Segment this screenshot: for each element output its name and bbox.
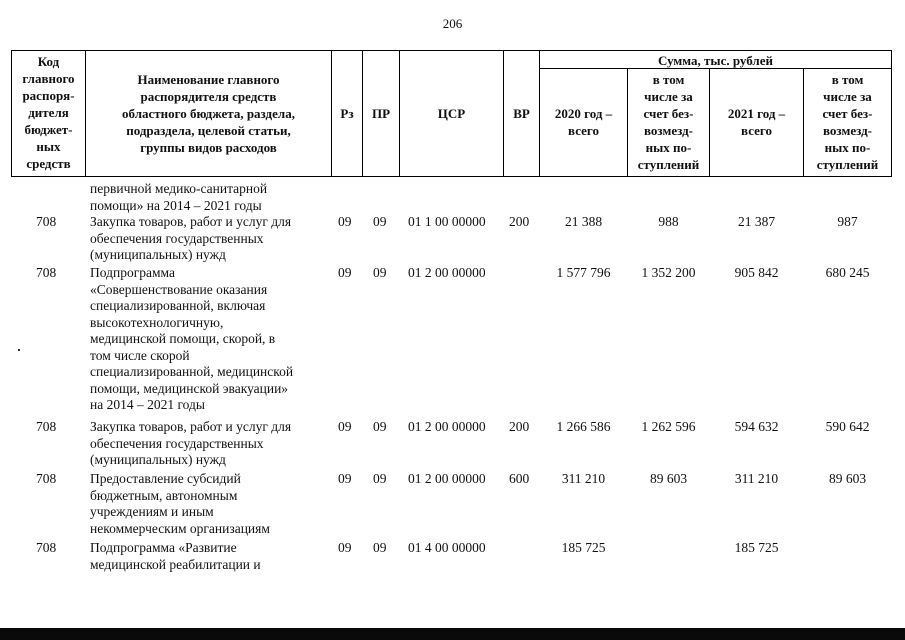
name-line: (муниципальных) нужд: [90, 452, 226, 467]
cell-csr: 01 2 00 00000: [408, 265, 486, 280]
cell-csr: 01 2 00 00000: [408, 471, 486, 486]
header-line: числе за: [644, 89, 693, 104]
cell-csr: 01 1 00 00000: [408, 214, 486, 229]
cell-csr: 01 4 00 00000: [408, 540, 486, 555]
cell-rz: 09: [338, 214, 352, 229]
name-line: первичной медико-санитарной: [90, 181, 268, 196]
cell-vr: 200: [509, 419, 530, 434]
name-line: на 2014 – 2021 годы: [90, 397, 205, 412]
header-line: 2021 год –: [727, 106, 786, 121]
header-2020-free: [628, 71, 709, 173]
cell-vr: 600: [509, 471, 530, 486]
cell-pr: 09: [373, 265, 387, 280]
name-line: помощи, медицинской эвакуации»: [90, 380, 289, 396]
header-line: группы видов расходов: [140, 140, 277, 155]
cell-2021-total: 594 632: [734, 419, 779, 434]
cell-2021-free: 987: [837, 214, 858, 229]
header-pr: ПР: [371, 106, 391, 121]
header-csr: ЦСР: [437, 106, 466, 121]
header-line: ступлений: [816, 157, 879, 172]
name-line: некоммерческим организациям: [90, 520, 270, 536]
cell-name: [90, 540, 261, 573]
cell-pr: 09: [373, 471, 387, 486]
cell-pr: 09: [373, 540, 387, 555]
cell-2021-free: 680 245: [825, 265, 870, 280]
cell-2020-total: 1 577 796: [556, 265, 611, 280]
header-line: возмезд-: [823, 123, 872, 138]
col-divider: [891, 50, 892, 177]
header-line: распоря-: [22, 88, 75, 103]
cell-name: [90, 265, 293, 414]
header-sum: Сумма, тыс. рублей: [658, 53, 773, 68]
name-line: обеспечения государственных: [90, 230, 264, 246]
name-line: медицинской помощи, скорой, в: [90, 331, 276, 346]
header-line: числе за: [823, 89, 872, 104]
name-line: специализированной, медицинской: [90, 364, 294, 379]
cell-code: 708: [36, 214, 57, 229]
scan-speck: [18, 349, 20, 351]
header-line: Код: [37, 54, 60, 69]
cell-name: [90, 471, 270, 537]
name-line: специализированной, включая: [90, 298, 266, 313]
name-line: медицинской реабилитации и: [90, 556, 261, 572]
cell-rz: 09: [338, 419, 352, 434]
cell-2021-free: 590 642: [825, 419, 870, 434]
header-line: возмезд-: [644, 123, 693, 138]
cell-2021-total: 905 842: [734, 265, 779, 280]
header-name: [86, 71, 331, 156]
cell-name: [90, 214, 291, 264]
cell-2021-total: 21 387: [737, 214, 776, 229]
header-line: дителя: [28, 105, 69, 120]
header-line: Наименование главного: [137, 72, 280, 87]
cell-2020-total: 21 388: [564, 214, 603, 229]
name-line: (муниципальных) нужд: [90, 247, 226, 262]
header-line: ных по-: [645, 140, 692, 155]
table-row-name: [90, 181, 267, 214]
header-line: ных по-: [824, 140, 871, 155]
cell-rz: 09: [338, 471, 352, 486]
header-top-border: [11, 50, 892, 51]
cell-2020-free: 988: [658, 214, 679, 229]
header-line: подраздела, целевой статьи,: [126, 123, 291, 138]
header-code: [12, 53, 85, 172]
name-line: учреждениям и иным: [90, 504, 214, 519]
name-line: помощи» на 2014 – 2021 годы: [90, 197, 262, 213]
header-2021-free: [804, 71, 891, 173]
cell-code: 708: [36, 419, 57, 434]
header-rz: Рз: [340, 106, 354, 121]
header-2020-total: [540, 105, 627, 139]
cell-pr: 09: [373, 419, 387, 434]
cell-2021-free: 89 603: [828, 471, 867, 486]
header-2021-total: [710, 105, 803, 139]
header-line: бюджет-: [24, 122, 73, 137]
header-line: областного бюджета, раздела,: [122, 106, 295, 121]
cell-2020-total: 185 725: [561, 540, 606, 555]
name-line: Закупка товаров, работ и услуг для: [90, 419, 292, 434]
cell-code: 708: [36, 265, 57, 280]
cell-name: [90, 419, 291, 469]
header-line: в том: [831, 72, 864, 87]
cell-code: 708: [36, 471, 57, 486]
name-line: Закупка товаров, работ и услуг для: [90, 214, 292, 229]
header-line: всего: [741, 123, 772, 138]
cell-2020-total: 1 266 586: [556, 419, 611, 434]
header-line: ступлений: [637, 157, 700, 172]
header-line: в том: [652, 72, 685, 87]
header-line: 2020 год –: [554, 106, 613, 121]
cell-pr: 09: [373, 214, 387, 229]
cell-vr: 200: [509, 214, 530, 229]
cell-2021-total: 311 210: [734, 471, 779, 486]
bottom-edge-bar: [0, 628, 905, 640]
cell-rz: 09: [338, 265, 352, 280]
cell-2020-total: 311 210: [561, 471, 606, 486]
name-line: Подпрограмма: [90, 265, 175, 280]
name-line: Предоставление субсидий: [90, 471, 241, 486]
name-line: Подпрограмма «Развитие: [90, 540, 237, 555]
header-line: счет без-: [822, 106, 873, 121]
name-line: «Совершенствование оказания: [90, 281, 268, 297]
name-line: обеспечения государственных: [90, 435, 264, 451]
header-bottom-border: [11, 176, 892, 177]
header-line: счет без-: [643, 106, 694, 121]
cell-2020-free: 89 603: [649, 471, 688, 486]
page-number: 206: [442, 16, 463, 31]
header-line: ных: [36, 139, 61, 154]
header-line: главного: [22, 71, 75, 86]
cell-rz: 09: [338, 540, 352, 555]
cell-code: 708: [36, 540, 57, 555]
name-line: том числе скорой: [90, 347, 190, 363]
cell-csr: 01 2 00 00000: [408, 419, 486, 434]
header-line: средств: [26, 156, 71, 171]
header-line: распорядителя средств: [140, 89, 277, 104]
header-vr: ВР: [513, 106, 530, 121]
name-line: высокотехнологичную,: [90, 314, 224, 330]
cell-2020-free: 1 262 596: [641, 419, 696, 434]
name-line: бюджетным, автономным: [90, 487, 238, 503]
cell-2021-total: 185 725: [734, 540, 779, 555]
cell-2020-free: 1 352 200: [641, 265, 696, 280]
header-line: всего: [568, 123, 599, 138]
